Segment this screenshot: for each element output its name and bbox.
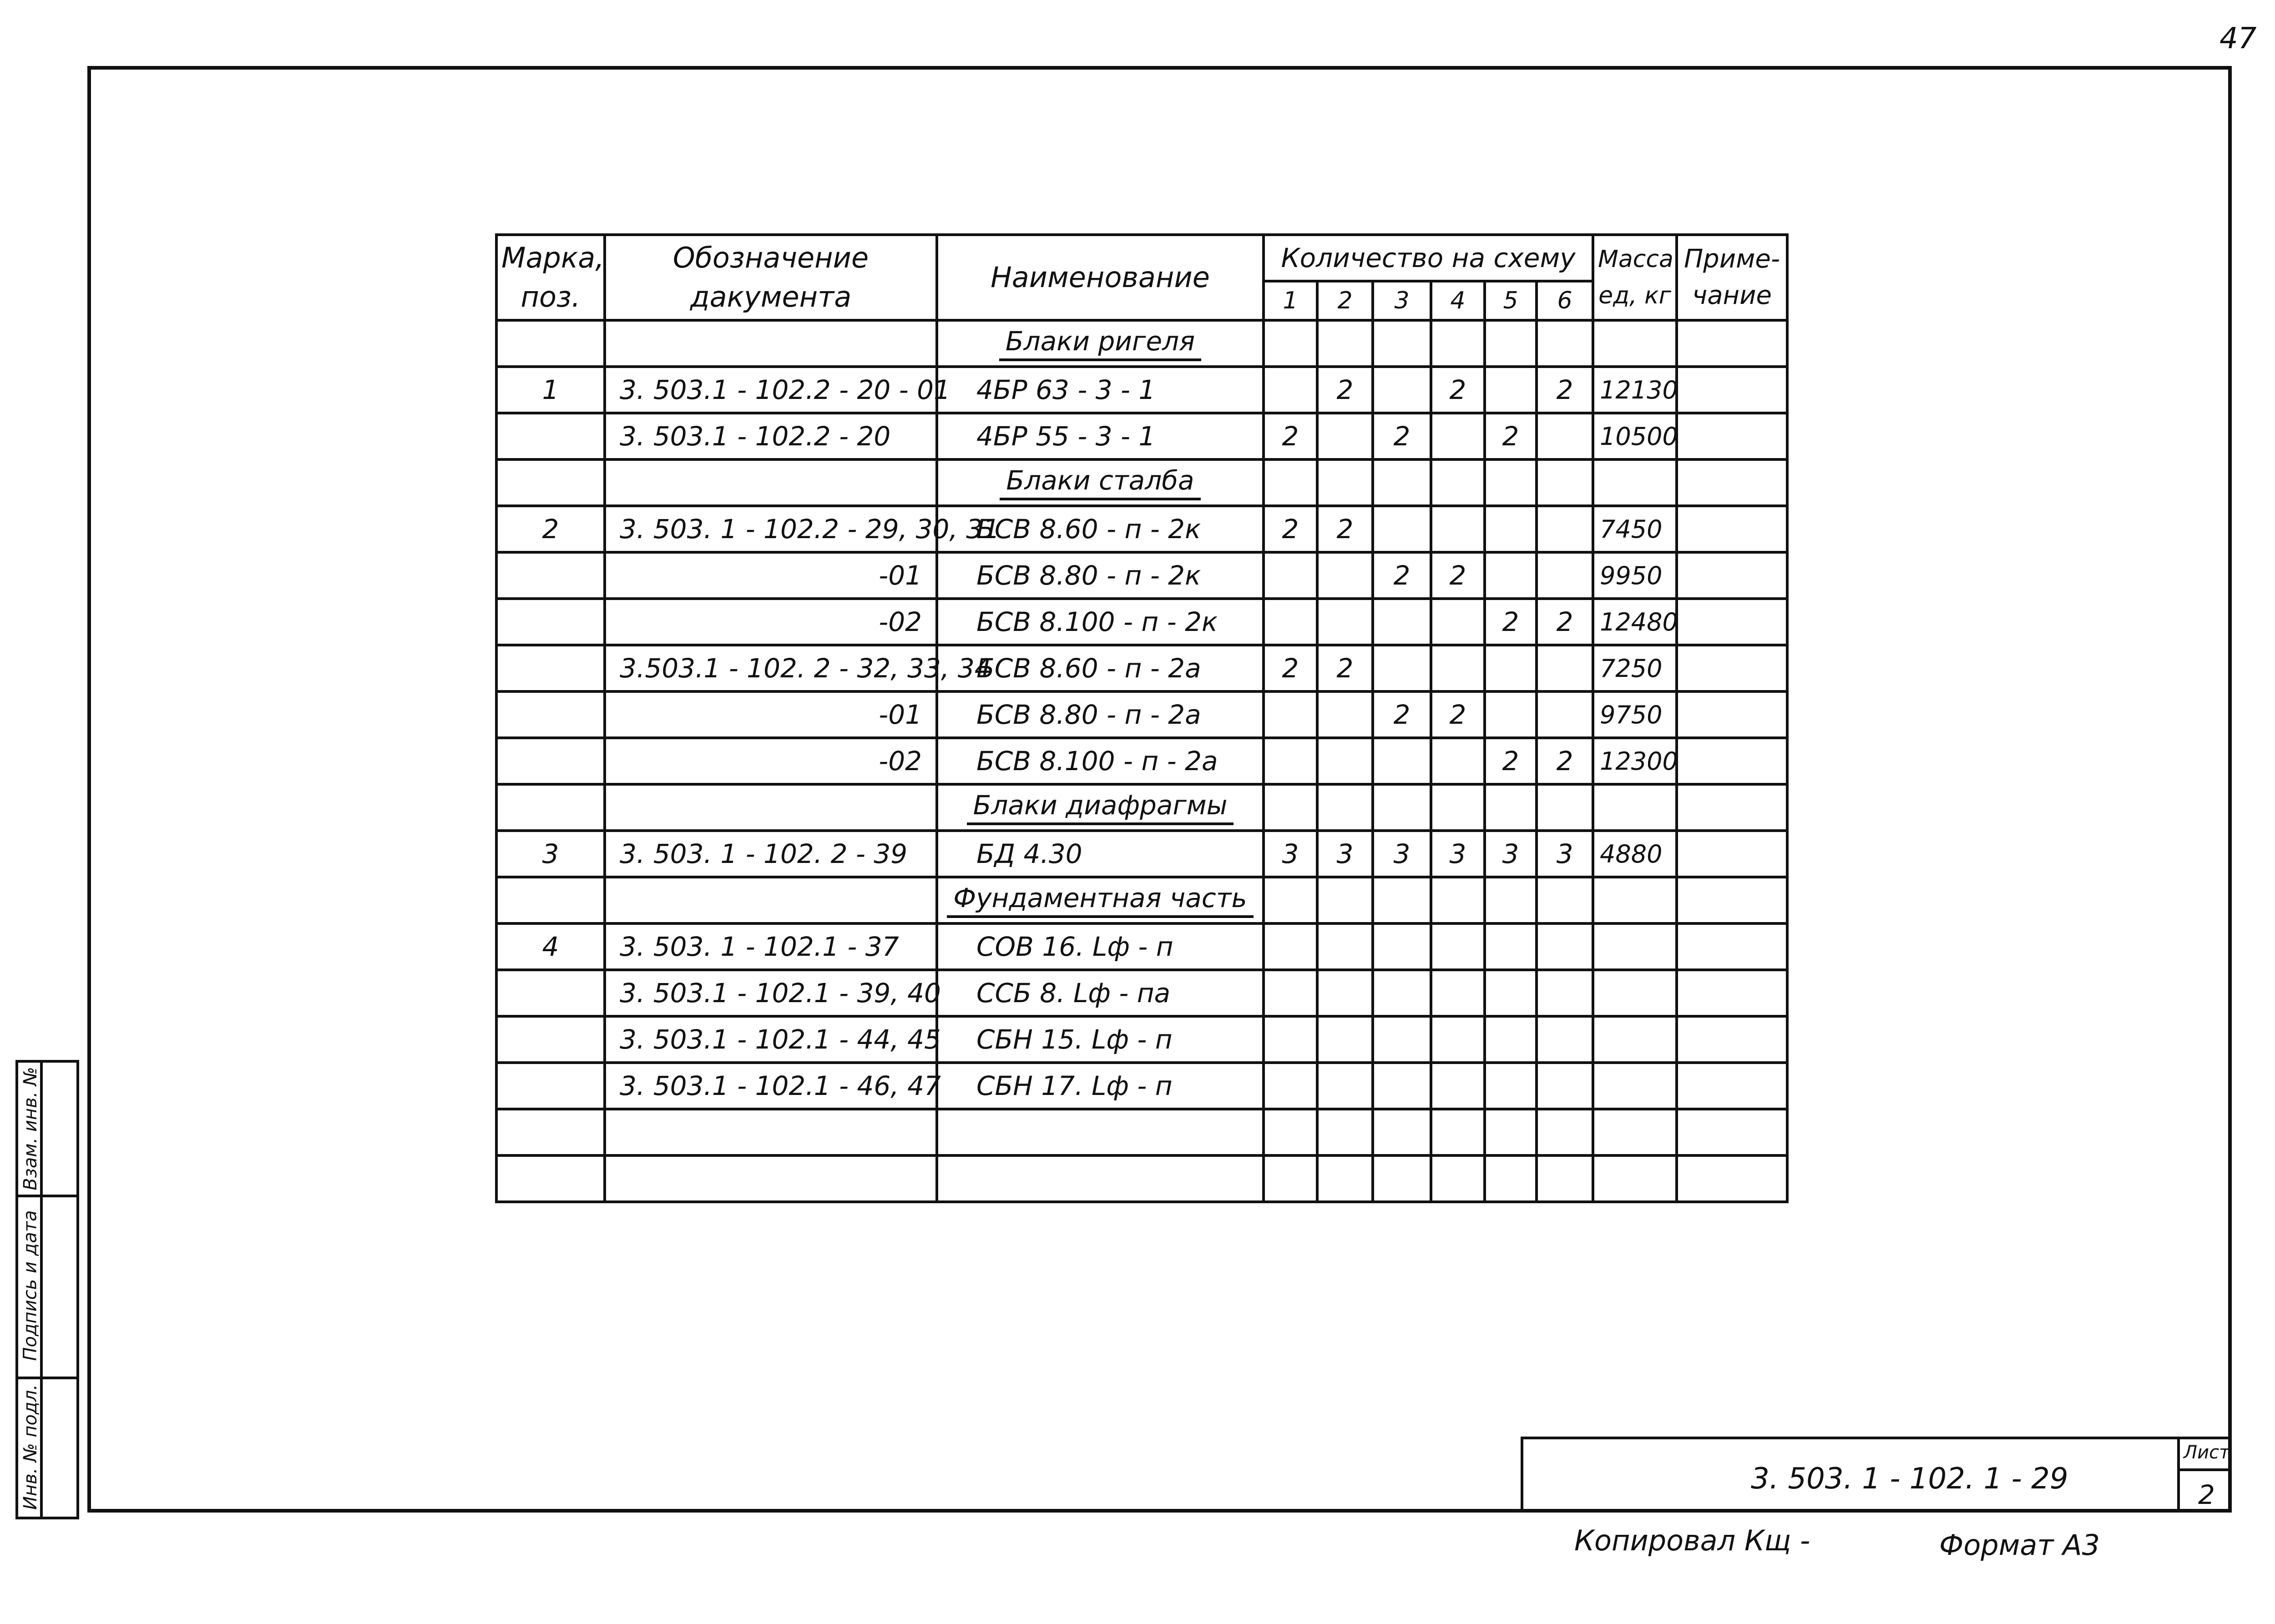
side-label-signature-date-text: Подпись и дата	[20, 1210, 41, 1361]
table-row	[496, 970, 1787, 1016]
qty-cell: 2	[1317, 506, 1373, 552]
empty-cell	[1677, 1109, 1787, 1155]
qty-cell	[1373, 506, 1431, 552]
note-cell	[1677, 552, 1787, 599]
mass-cell	[1593, 784, 1677, 831]
doc-cell: 3. 503.1 - 102.2 - 20	[605, 413, 937, 459]
qty-cell	[1537, 923, 1593, 970]
qty-cell	[1264, 320, 1317, 367]
qty-cell: 2	[1431, 552, 1485, 599]
pos-cell	[496, 645, 605, 691]
mass-cell	[1593, 877, 1677, 923]
name-cell: БСВ 8.60 - п - 2к	[937, 506, 1264, 552]
empty-cell	[496, 1155, 605, 1202]
section-title: Фундаментная часть	[947, 883, 1253, 918]
side-label-original-inv	[18, 1377, 43, 1518]
pos-cell: 2	[496, 506, 605, 552]
qty-cell	[1264, 552, 1317, 599]
qty-cell	[1537, 413, 1593, 459]
qty-cell: 3	[1373, 831, 1431, 877]
qty-cell	[1317, 1016, 1373, 1063]
qty-cell	[1373, 320, 1431, 367]
header-mass	[1593, 235, 1677, 320]
note-cell	[1677, 320, 1787, 367]
qty-cell	[1373, 599, 1431, 645]
header-mark-line1: Марка,	[501, 241, 604, 274]
qty-cell	[1264, 784, 1317, 831]
sheet-number: 2	[2198, 1479, 2215, 1510]
mass-cell	[1593, 459, 1677, 506]
qty-cell	[1485, 367, 1537, 413]
qty-cell	[1431, 599, 1485, 645]
table-row	[496, 367, 1787, 413]
qty-cell	[1373, 970, 1431, 1016]
qty-cell: 3	[1317, 831, 1373, 877]
name-cell: СБН 15. Lф - п	[937, 1016, 1264, 1063]
qty-cell	[1431, 738, 1485, 784]
qty-cell	[1537, 784, 1593, 831]
header-designation	[605, 235, 937, 320]
mass-cell: 12480	[1593, 599, 1677, 645]
side-label-replaced-inv-text: Взам. инв. №	[20, 1067, 41, 1190]
pos-cell	[496, 552, 605, 599]
qty-cell	[1485, 1016, 1537, 1063]
qty-cell	[1431, 877, 1485, 923]
empty-cell	[1373, 1109, 1431, 1155]
table-row	[496, 1016, 1787, 1063]
empty-cell	[1264, 1155, 1317, 1202]
section-title: Блаки диафрагмы	[967, 790, 1234, 825]
header-mass-line1: Масса	[1598, 246, 1673, 273]
sheet-cell	[2177, 1439, 2232, 1513]
empty-row	[496, 1155, 1787, 1202]
qty-cell: 2	[1485, 738, 1537, 784]
empty-cell	[1677, 1155, 1787, 1202]
name-cell: 4БР 63 - 3 - 1	[937, 367, 1264, 413]
doc-cell	[605, 459, 937, 506]
mass-cell: 12300	[1593, 738, 1677, 784]
qty-cell	[1485, 459, 1537, 506]
pos-cell	[496, 1016, 605, 1063]
pos-cell: 1	[496, 367, 605, 413]
pos-cell	[496, 459, 605, 506]
header-mass-line2: ед, кг	[1598, 282, 1671, 309]
qty-cell: 2	[1537, 367, 1593, 413]
mass-cell: 10500	[1593, 413, 1677, 459]
pos-cell	[496, 784, 605, 831]
side-label-original-inv-text: Инв. № подл.	[20, 1384, 41, 1510]
mass-cell	[1593, 1063, 1677, 1109]
qty-cell	[1317, 923, 1373, 970]
table-row	[496, 831, 1787, 877]
qty-cell	[1537, 552, 1593, 599]
doc-cell: -01	[605, 552, 937, 599]
doc-cell: 3. 503.1 - 102.1 - 46, 47	[605, 1063, 937, 1109]
table-row	[496, 645, 1787, 691]
qty-cell	[1537, 645, 1593, 691]
qty-cell: 2	[1373, 691, 1431, 738]
note-cell	[1677, 970, 1787, 1016]
qty-cell: 2	[1317, 367, 1373, 413]
header-qty-col: 2	[1317, 281, 1373, 320]
header-note	[1677, 235, 1787, 320]
pos-cell	[496, 413, 605, 459]
header-note-line1: Приме-	[1684, 244, 1780, 274]
table-header-row	[496, 235, 1787, 281]
qty-cell	[1537, 506, 1593, 552]
footer-copied-by: Копировал Кщ -	[1574, 1524, 1810, 1557]
note-cell	[1677, 1063, 1787, 1109]
side-label-signature-date	[18, 1195, 43, 1377]
name-cell: БСВ 8.80 - п - 2к	[937, 552, 1264, 599]
qty-cell	[1317, 691, 1373, 738]
note-cell	[1677, 645, 1787, 691]
qty-cell: 2	[1485, 599, 1537, 645]
doc-cell	[605, 877, 937, 923]
mass-cell	[1593, 320, 1677, 367]
qty-cell	[1373, 459, 1431, 506]
qty-cell: 3	[1485, 831, 1537, 877]
header-mark-line2: поз.	[521, 280, 581, 313]
qty-cell: 2	[1264, 413, 1317, 459]
header-name: Наименование	[937, 235, 1264, 320]
qty-cell	[1264, 970, 1317, 1016]
qty-cell	[1537, 459, 1593, 506]
table-row	[496, 599, 1787, 645]
doc-cell	[605, 320, 937, 367]
qty-cell	[1537, 970, 1593, 1016]
empty-cell	[1264, 1109, 1317, 1155]
doc-cell: -02	[605, 599, 937, 645]
title-block	[1521, 1437, 2232, 1513]
pos-cell: 3	[496, 831, 605, 877]
section-row	[496, 877, 1787, 923]
header-qty-col: 4	[1431, 281, 1485, 320]
table-row	[496, 1063, 1787, 1109]
name-cell: 4БР 55 - 3 - 1	[937, 413, 1264, 459]
name-cell: БСВ 8.100 - п - 2к	[937, 599, 1264, 645]
doc-cell: 3. 503.1 - 102.1 - 44, 45	[605, 1016, 937, 1063]
qty-cell	[1431, 506, 1485, 552]
table-row	[496, 738, 1787, 784]
qty-cell: 2	[1537, 599, 1593, 645]
pos-cell	[496, 599, 605, 645]
header-qty-col: 1	[1264, 281, 1317, 320]
doc-cell: -02	[605, 738, 937, 784]
qty-cell	[1431, 645, 1485, 691]
qty-cell	[1431, 1016, 1485, 1063]
note-cell	[1677, 1016, 1787, 1063]
table-row	[496, 691, 1787, 738]
empty-row	[496, 1109, 1787, 1155]
table-row	[496, 552, 1787, 599]
qty-cell	[1485, 970, 1537, 1016]
qty-cell	[1431, 459, 1485, 506]
mass-cell	[1593, 923, 1677, 970]
empty-cell	[1537, 1109, 1593, 1155]
header-note-line2: чание	[1692, 281, 1772, 310]
header-mark	[496, 235, 605, 320]
qty-cell: 2	[1485, 413, 1537, 459]
doc-cell: 3. 503.1 - 102.1 - 39, 40	[605, 970, 937, 1016]
mass-cell: 4880	[1593, 831, 1677, 877]
name-cell: БСВ 8.80 - п - 2а	[937, 691, 1264, 738]
empty-cell	[1593, 1109, 1677, 1155]
section-title: Блаки ригеля	[999, 326, 1201, 361]
qty-cell	[1317, 320, 1373, 367]
qty-cell	[1373, 1016, 1431, 1063]
qty-cell	[1431, 320, 1485, 367]
mass-cell: 7450	[1593, 506, 1677, 552]
footer-format: Формат А3	[1939, 1528, 2100, 1562]
qty-cell	[1373, 923, 1431, 970]
mass-cell: 7250	[1593, 645, 1677, 691]
note-cell	[1677, 877, 1787, 923]
qty-cell	[1537, 1063, 1593, 1109]
pos-cell	[496, 970, 605, 1016]
note-cell	[1677, 367, 1787, 413]
qty-cell	[1485, 877, 1537, 923]
sheet-cell-divider	[2180, 1468, 2232, 1471]
qty-cell	[1317, 413, 1373, 459]
qty-cell	[1264, 1016, 1317, 1063]
qty-cell: 3	[1431, 831, 1485, 877]
section-cell	[937, 320, 1264, 367]
side-label-replaced-inv	[18, 1063, 43, 1195]
pos-cell: 4	[496, 923, 605, 970]
qty-cell	[1317, 459, 1373, 506]
qty-cell	[1373, 645, 1431, 691]
qty-cell	[1264, 691, 1317, 738]
mass-cell: 9950	[1593, 552, 1677, 599]
doc-cell: 3. 503. 1 - 102.2 - 29, 30, 31	[605, 506, 937, 552]
section-row	[496, 784, 1787, 831]
sheet-label: Лист	[2184, 1442, 2230, 1463]
qty-cell	[1537, 320, 1593, 367]
qty-cell	[1431, 923, 1485, 970]
empty-cell	[1317, 1109, 1373, 1155]
document-code: 3. 503. 1 - 102. 1 - 29	[1751, 1462, 2068, 1496]
section-cell	[937, 784, 1264, 831]
qty-cell	[1431, 784, 1485, 831]
mass-cell	[1593, 970, 1677, 1016]
qty-cell	[1537, 691, 1593, 738]
qty-cell	[1485, 923, 1537, 970]
qty-cell: 3	[1537, 831, 1593, 877]
qty-cell	[1431, 1063, 1485, 1109]
qty-cell	[1264, 923, 1317, 970]
section-row	[496, 320, 1787, 367]
empty-cell	[1537, 1155, 1593, 1202]
section-cell	[937, 877, 1264, 923]
pos-cell	[496, 691, 605, 738]
qty-cell: 3	[1264, 831, 1317, 877]
header-qty-col: 6	[1537, 281, 1593, 320]
note-cell	[1677, 738, 1787, 784]
qty-cell	[1317, 599, 1373, 645]
page-number: 47	[2219, 22, 2257, 55]
qty-cell: 2	[1431, 691, 1485, 738]
doc-cell	[605, 784, 937, 831]
empty-cell	[1317, 1155, 1373, 1202]
qty-cell	[1264, 738, 1317, 784]
header-designation-line1: Обозначение	[672, 241, 869, 274]
section-cell	[937, 459, 1264, 506]
name-cell: БСВ 8.100 - п - 2а	[937, 738, 1264, 784]
qty-cell: 2	[1317, 645, 1373, 691]
mass-cell: 9750	[1593, 691, 1677, 738]
qty-cell: 2	[1537, 738, 1593, 784]
section-row	[496, 459, 1787, 506]
mass-cell	[1593, 1016, 1677, 1063]
empty-cell	[1431, 1109, 1485, 1155]
note-cell	[1677, 691, 1787, 738]
pos-cell	[496, 877, 605, 923]
doc-cell: 3. 503. 1 - 102. 2 - 39	[605, 831, 937, 877]
qty-cell	[1373, 1063, 1431, 1109]
qty-cell	[1264, 367, 1317, 413]
note-cell	[1677, 413, 1787, 459]
header-designation-line2: дакумента	[690, 280, 852, 313]
qty-cell: 2	[1264, 645, 1317, 691]
note-cell	[1677, 831, 1787, 877]
table-row	[496, 923, 1787, 970]
qty-cell: 2	[1373, 552, 1431, 599]
qty-cell	[1431, 970, 1485, 1016]
table-row	[496, 506, 1787, 552]
qty-cell	[1485, 784, 1537, 831]
doc-cell: 3.503.1 - 102. 2 - 32, 33, 34	[605, 645, 937, 691]
qty-cell	[1264, 459, 1317, 506]
note-cell	[1677, 599, 1787, 645]
doc-cell: 3. 503.1 - 102.2 - 20 - 01	[605, 367, 937, 413]
empty-cell	[1593, 1155, 1677, 1202]
doc-cell: 3. 503. 1 - 102.1 - 37	[605, 923, 937, 970]
empty-cell	[1485, 1155, 1537, 1202]
empty-cell	[1431, 1155, 1485, 1202]
qty-cell	[1373, 784, 1431, 831]
name-cell: ССБ 8. Lф - па	[937, 970, 1264, 1016]
empty-cell	[496, 1109, 605, 1155]
header-qty-col: 3	[1373, 281, 1431, 320]
note-cell	[1677, 923, 1787, 970]
qty-cell	[1317, 1063, 1373, 1109]
name-cell: БД 4.30	[937, 831, 1264, 877]
qty-cell	[1485, 552, 1537, 599]
empty-cell	[937, 1109, 1264, 1155]
qty-cell	[1317, 552, 1373, 599]
qty-cell	[1317, 877, 1373, 923]
name-cell: СБН 17. Lф - п	[937, 1063, 1264, 1109]
qty-cell	[1373, 877, 1431, 923]
note-cell	[1677, 784, 1787, 831]
qty-cell	[1431, 413, 1485, 459]
specification-table	[495, 233, 1789, 1203]
doc-cell: -01	[605, 691, 937, 738]
qty-cell	[1485, 320, 1537, 367]
empty-cell	[605, 1109, 937, 1155]
qty-cell	[1264, 1063, 1317, 1109]
qty-cell	[1485, 645, 1537, 691]
header-quantity: Количество на схему	[1264, 235, 1593, 281]
qty-cell: 2	[1373, 413, 1431, 459]
qty-cell	[1485, 691, 1537, 738]
qty-cell	[1537, 1016, 1593, 1063]
qty-cell	[1317, 738, 1373, 784]
name-cell: СОВ 16. Lф - п	[937, 923, 1264, 970]
header-qty-col: 5	[1485, 281, 1537, 320]
qty-cell: 2	[1431, 367, 1485, 413]
mass-cell: 12130	[1593, 367, 1677, 413]
qty-cell	[1485, 1063, 1537, 1109]
pos-cell	[496, 1063, 605, 1109]
qty-cell	[1537, 877, 1593, 923]
qty-cell	[1373, 367, 1431, 413]
qty-cell	[1373, 738, 1431, 784]
side-stamp	[15, 1060, 79, 1519]
empty-cell	[1485, 1109, 1537, 1155]
table-row	[496, 413, 1787, 459]
qty-cell	[1317, 970, 1373, 1016]
qty-cell	[1264, 599, 1317, 645]
qty-cell: 2	[1264, 506, 1317, 552]
pos-cell	[496, 738, 605, 784]
empty-cell	[937, 1155, 1264, 1202]
empty-cell	[1373, 1155, 1431, 1202]
qty-cell	[1485, 506, 1537, 552]
qty-cell	[1264, 877, 1317, 923]
qty-cell	[1317, 784, 1373, 831]
section-title: Блаки сталба	[1000, 465, 1200, 500]
note-cell	[1677, 506, 1787, 552]
pos-cell	[496, 320, 605, 367]
name-cell: БСВ 8.60 - п - 2а	[937, 645, 1264, 691]
empty-cell	[605, 1155, 937, 1202]
note-cell	[1677, 459, 1787, 506]
